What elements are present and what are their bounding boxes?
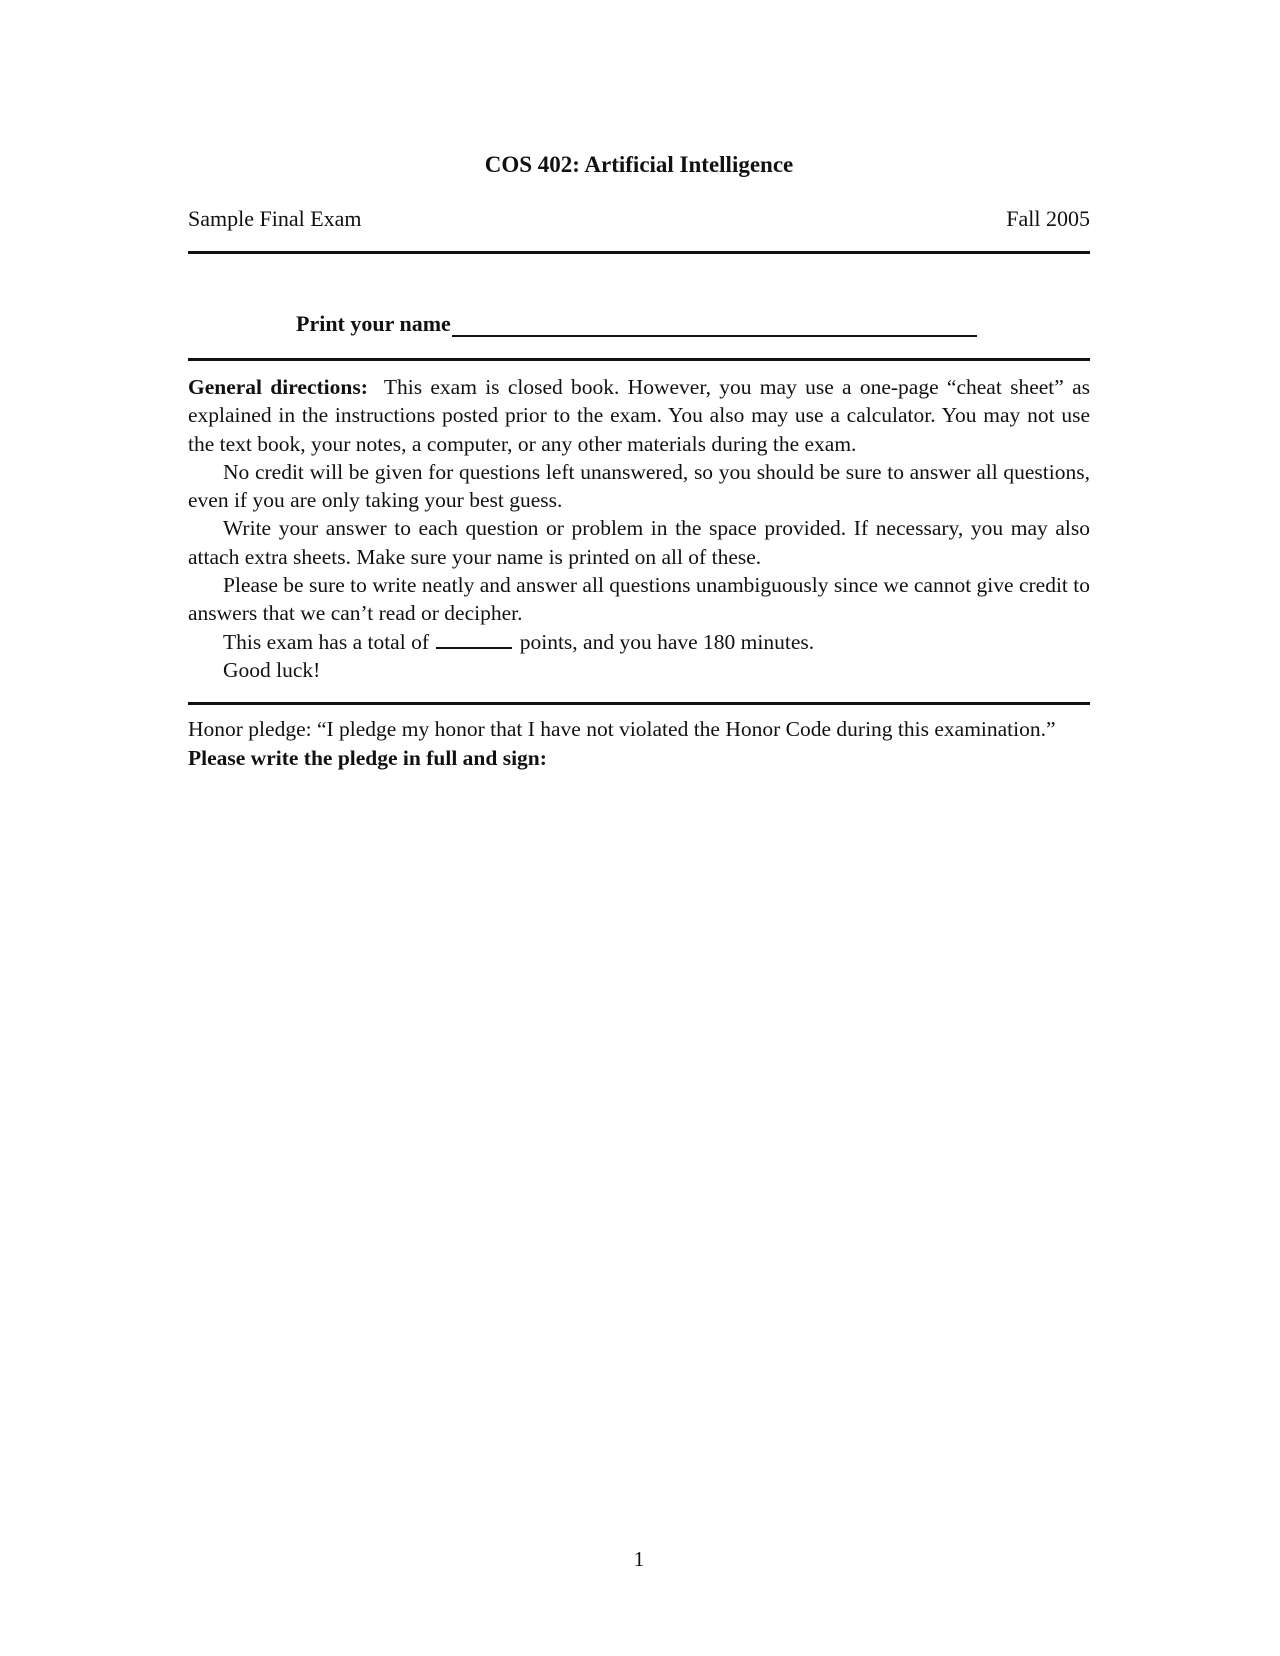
directions-text-1: This exam is closed book. However, you may use a one-page “cheat sheet” as explained in the instructions posted prior to the exam. You also may use a calculator. You may not use the text book, your notes, a computer, or any other materials during the exam. — [188, 375, 1091, 456]
page-number: 1 — [633, 1547, 645, 1571]
directions-paragraph-2: No credit will be given for questions left unanswered, so you should be sure to answer all questions, even if you are only taking your best guess. — [188, 459, 1090, 513]
directions-heading: General directions: — [188, 375, 368, 399]
name-field-label: Print your name — [296, 311, 451, 336]
directions-paragraph-5 — [188, 628, 1090, 656]
exam-page — [188, 0, 1090, 1656]
directions-paragraph-3: Write your answer to each question or problem in the space provided. If necessary, you may also attach extra sheets. Make sure your name is printed on all of these. — [188, 516, 1090, 569]
course-title: COS 402: Artificial Intelligence — [484, 152, 794, 177]
exam-label: Sample Final Exam — [188, 206, 362, 231]
name-blank-line[interactable] — [452, 315, 977, 337]
points-text-after: points, and you have 180 minutes. — [519, 629, 815, 654]
name-field-row — [296, 311, 977, 337]
directions-paragraph-1 — [188, 373, 1090, 458]
pledge-text: Honor pledge: “I pledge my honor that I have not violated the Honor Code during this examination.” — [188, 717, 1056, 741]
exam-term: Fall 2005 — [1006, 206, 1090, 231]
directions-paragraph-6: Good luck! — [223, 657, 321, 682]
divider-bottom — [188, 702, 1090, 705]
directions-paragraph-4: Please be sure to write neatly and answer all questions unambiguously since we cannot give credit to answers that we can’t read or decipher. — [188, 573, 1090, 626]
points-text-before: This exam has a total of — [223, 629, 429, 654]
divider-top — [188, 251, 1090, 254]
general-directions — [188, 373, 1090, 684]
points-blank-line — [436, 629, 512, 649]
pledge-instruction: Please write the pledge in full and sign: — [188, 745, 547, 770]
honor-pledge — [188, 715, 1090, 772]
divider-middle — [188, 358, 1090, 361]
